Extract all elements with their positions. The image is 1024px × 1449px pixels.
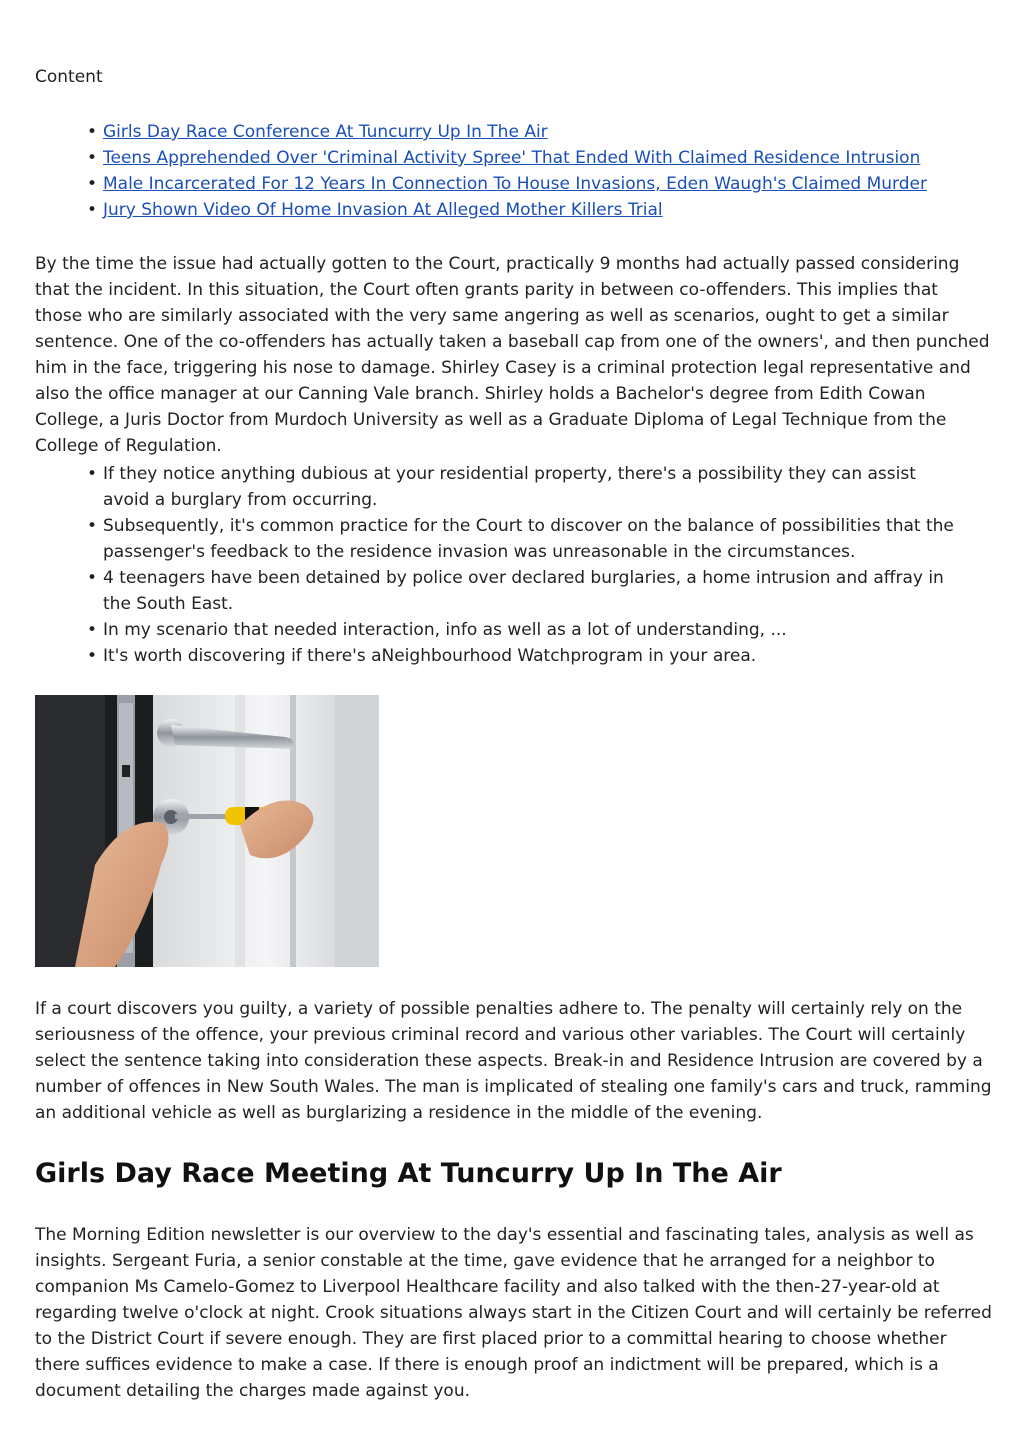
toc-link-girls-day-race[interactable]: Girls Day Race Conference At Tuncurry Up In The Air	[103, 122, 548, 142]
bullet-list	[35, 461, 965, 669]
toc-link-male-incarcerated[interactable]: Male Incarcerated For 12 Years In Connection To House Invasions, Eden Waugh's Claimed Murder	[103, 174, 927, 194]
table-of-contents	[35, 119, 995, 223]
list-item	[35, 171, 995, 197]
toc-link-jury-shown-video[interactable]: Jury Shown Video Of Home Invasion At Alleged Mother Killers Trial	[103, 200, 663, 220]
paragraph-morning-edition: The Morning Edition newsletter is our overview to the day's essential and fascinating tales, analysis as well as insights. Sergeant Furia, a senior constable at the time, gave evidence that he arranged for a neighbor to companion Ms Camelo-Gomez to Liverpool Healthcare facility and also talked with the then-27-year-old at regarding twelve o'clock at night. Crook situations always start in the Citizen Court and will certainly be referred to the District Court if severe enough. They are first placed prior to a committal hearing to choose whether there suffices evidence to make a case. If there is enough proof an indictment will be prepared, which is a document detailing the charges made against you.	[35, 1225, 992, 1401]
list-item: • 4 teenagers have been detained by police over declared burglaries, a home intrusion and affray in the South East.	[35, 565, 965, 617]
list-item: • In my scenario that needed interaction, info as well as a lot of understanding, ...	[35, 617, 965, 643]
paragraph-penalties: If a court discovers you guilty, a variety of possible penalties adhere to. The penalty will certainly rely on the seriousness of the offence, your previous criminal record and various other variables. The Court will certainly select the sentence taking into consideration these aspects. Break-in and Residence Intrusion are covered by a number of offences in New South Wales. The man is implicated of stealing one family's cars and truck, ramming an additional vehicle as well as burglarizing a residence in the middle of the evening.	[35, 999, 992, 1123]
list-item	[35, 145, 995, 171]
list-item: • If they notice anything dubious at your residential property, there's a possibility they can assist avoid a burglary from occurring.	[35, 461, 965, 513]
list-item: • Subsequently, it's common practice for the Court to discover on the balance of possibilities that the passenger's feedback to the residence invasion was unreasonable in the circumstances.	[35, 513, 965, 565]
section-heading: Girls Day Race Meeting At Tuncurry Up In The Air	[35, 1158, 782, 1189]
door-lock-photo	[35, 695, 379, 967]
paragraph-intro: By the time the issue had actually gotten to the Court, practically 9 months had actually passed considering that the incident. In this situation, the Court often grants parity in between co-offenders. This implies that those who are similarly associated with the very same angering as well as scenarios, ought to get a similar sentence. One of the co-offenders has actually taken a baseball cap from one of the owners', and then punched him in the face, triggering his nose to damage. Shirley Casey is a criminal protection legal representative and also the office manager at our Canning Vale branch. Shirley holds a Bachelor's degree from Edith Cowan College, a Juris Doctor from Murdoch University as well as a Graduate Diploma of Legal Technique from the College of Regulation.	[35, 254, 990, 456]
list-item: • It's worth discovering if there's aNeighbourhood Watchprogram in your area.	[35, 643, 965, 669]
toc-label: Content	[35, 67, 103, 87]
list-item	[35, 197, 995, 223]
toc-link-teens-apprehended[interactable]: Teens Apprehended Over 'Criminal Activity Spree' That Ended With Claimed Residence Intrusion	[103, 148, 921, 168]
list-item	[35, 119, 995, 145]
